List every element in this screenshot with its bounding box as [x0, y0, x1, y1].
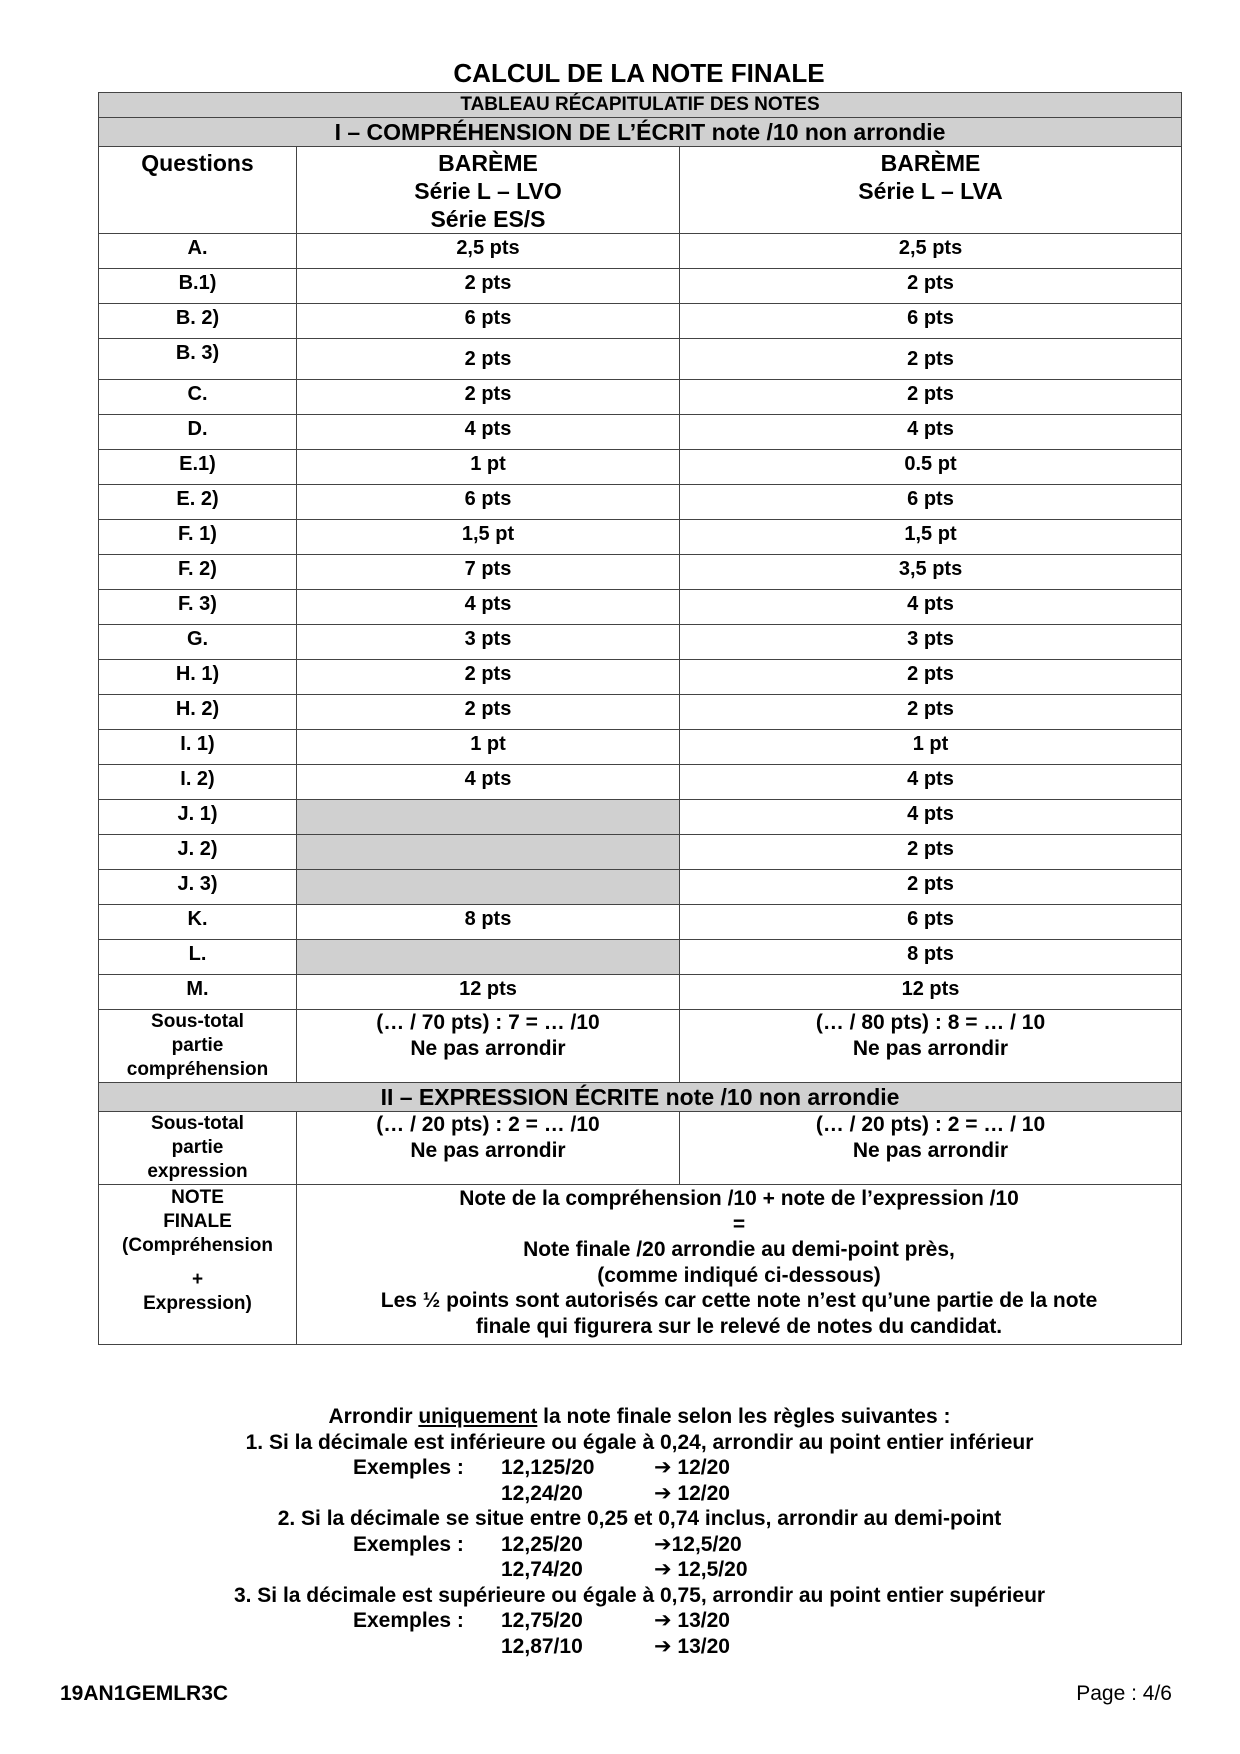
lvo-score-cell [297, 800, 680, 835]
question-cell: F. 1) [99, 520, 297, 555]
label-line: compréhension [126, 1059, 269, 1080]
lvo-score-cell: 1 pt [297, 450, 680, 485]
lvo-score-cell [297, 835, 680, 870]
label-line: (Compréhension [122, 1235, 273, 1256]
col-lva-line: Série L – LVA [858, 178, 1003, 204]
super-header-row [99, 93, 1182, 118]
lvo-score-cell: 4 pts [297, 415, 680, 450]
lva-score-cell: 2 pts [680, 339, 1182, 380]
lva-score-cell: 3,5 pts [680, 555, 1182, 590]
example-to: ➔ 12/20 [654, 1481, 730, 1505]
subtotal-comprehension-label [99, 1010, 297, 1083]
question-cell: J. 1) [99, 800, 297, 835]
example-to: ➔ 12/20 [654, 1456, 730, 1479]
label-line: + [191, 1269, 204, 1290]
subtotal-comprehension-lvo [297, 1010, 680, 1083]
lva-score-cell: 4 pts [680, 590, 1182, 625]
lva-score-cell: 1,5 pt [680, 520, 1182, 555]
table-row [99, 695, 1182, 730]
table-row [99, 380, 1182, 415]
label-line: partie [171, 1137, 224, 1158]
example-from: 12,87/10 [501, 1634, 583, 1658]
lvo-score-cell: 2,5 pts [297, 234, 680, 269]
formula: (… / 70 pts) : 7 = … /10 [376, 1011, 600, 1034]
formula: (… / 80 pts) : 8 = … / 10 [815, 1011, 1046, 1034]
summary-table [98, 92, 1182, 1345]
intro-underlined: uniquement [418, 1405, 538, 1428]
lvo-score-cell: 4 pts [297, 765, 680, 800]
lva-score-cell: 4 pts [680, 765, 1182, 800]
table-row [99, 485, 1182, 520]
lvo-score-cell: 2 pts [297, 269, 680, 304]
question-cell: J. 3) [99, 870, 297, 905]
example-to: ➔ 12,5/20 [654, 1558, 748, 1581]
lvo-score-cell [297, 870, 680, 905]
formula: (… / 20 pts) : 2 = … /10 [376, 1113, 600, 1136]
label-line: expression [147, 1161, 248, 1182]
lva-score-cell: 2 pts [680, 870, 1182, 905]
examples-label: Exemples : [353, 1456, 464, 1479]
subtotal-expression-row [99, 1112, 1182, 1185]
table-row [99, 800, 1182, 835]
lvo-score-cell: 2 pts [297, 660, 680, 695]
lva-score-cell: 8 pts [680, 940, 1182, 975]
lva-score-cell: 2 pts [680, 835, 1182, 870]
table-row [99, 450, 1182, 485]
lva-score-cell: 6 pts [680, 485, 1182, 520]
lva-score-cell: 4 pts [680, 415, 1182, 450]
question-cell: H. 1) [99, 660, 297, 695]
example-row [98, 1481, 1181, 1507]
question-cell: I. 2) [99, 765, 297, 800]
lva-score-cell: 0.5 pt [680, 450, 1182, 485]
question-cell: B.1) [99, 269, 297, 304]
note: Ne pas arrondir [852, 1037, 1009, 1060]
example-from: 12,25/20 [501, 1532, 583, 1556]
col-lvo-line: BARÈME [438, 150, 538, 176]
col-lvo-line: Série L – LVO [414, 178, 562, 204]
label-line: Expression) [143, 1293, 252, 1314]
table-row [99, 555, 1182, 590]
rounding-rule: 3. Si la décimale est supérieure ou égale à 0,75, arrondir au point entier supérieur [233, 1583, 1046, 1607]
table-row [99, 905, 1182, 940]
lvo-score-cell: 4 pts [297, 590, 680, 625]
final-line: Les ½ points sont autorisés car cette note n’est qu’une partie de la note [380, 1289, 1098, 1312]
subtotal-comprehension-row [99, 1010, 1182, 1083]
question-cell: B. 3) [99, 339, 297, 380]
lvo-score-cell [297, 940, 680, 975]
section1-header-row [99, 118, 1182, 147]
question-cell: C. [99, 380, 297, 415]
lvo-score-cell: 3 pts [297, 625, 680, 660]
lvo-score-cell: 7 pts [297, 555, 680, 590]
rounding-rules [98, 1404, 1181, 1659]
question-cell: F. 2) [99, 555, 297, 590]
lva-score-cell: 2 pts [680, 695, 1182, 730]
lva-score-cell: 12 pts [680, 975, 1182, 1010]
question-cell: L. [99, 940, 297, 975]
example-to: ➔ 13/20 [654, 1634, 730, 1658]
table-row [99, 269, 1182, 304]
super-header: TABLEAU RÉCAPITULATIF DES NOTES [99, 93, 1182, 118]
lva-score-cell: 2 pts [680, 380, 1182, 415]
column-header-row [99, 147, 1182, 234]
label-line: FINALE [163, 1211, 232, 1232]
question-cell: D. [99, 415, 297, 450]
subtotal-comprehension-lva [680, 1010, 1182, 1083]
table-row [99, 975, 1182, 1010]
example-from: 12,75/20 [501, 1609, 583, 1632]
question-cell: J. 2) [99, 835, 297, 870]
question-cell: E. 2) [99, 485, 297, 520]
example-from: 12,74/20 [501, 1558, 583, 1581]
table-row [99, 339, 1182, 380]
final-line: = [732, 1212, 746, 1236]
table-row [99, 660, 1182, 695]
lva-score-cell: 6 pts [680, 905, 1182, 940]
final-line: finale qui figurera sur le relevé de notes du candidat. [475, 1314, 1003, 1338]
question-cell: K. [99, 905, 297, 940]
table-row [99, 765, 1182, 800]
col-lvo-line: Série ES/S [430, 206, 546, 232]
example-to: ➔12,5/20 [654, 1532, 742, 1556]
lvo-score-cell: 6 pts [297, 304, 680, 339]
table-row [99, 520, 1182, 555]
question-cell: I. 1) [99, 730, 297, 765]
subtotal-expression-label [99, 1112, 297, 1185]
label-line: NOTE [171, 1187, 224, 1208]
question-cell: B. 2) [99, 304, 297, 339]
example-row [98, 1608, 1181, 1634]
question-cell: A. [99, 234, 297, 269]
lva-score-cell: 4 pts [680, 800, 1182, 835]
question-cell: M. [99, 975, 297, 1010]
lvo-score-cell: 6 pts [297, 485, 680, 520]
section1-title: I – COMPRÉHENSION DE L’ÉCRIT note /10 non arrondie [99, 118, 1182, 147]
table-row [99, 870, 1182, 905]
label-line: Sous-total [151, 1011, 244, 1032]
table-row [99, 415, 1182, 450]
example-from: 12,24/20 [501, 1481, 583, 1505]
table-row [99, 835, 1182, 870]
label-line: Sous-total [151, 1113, 244, 1134]
final-grade-label [99, 1185, 297, 1345]
page-title: CALCUL DE LA NOTE FINALE [453, 58, 825, 88]
final-grade-text [297, 1185, 1182, 1345]
table-row [99, 730, 1182, 765]
lvo-score-cell: 2 pts [297, 339, 680, 380]
document-code: 19AN1GEMLR3C [60, 1682, 229, 1705]
example-row [98, 1532, 1181, 1558]
rounding-intro [98, 1404, 1181, 1430]
lvo-score-cell: 2 pts [297, 695, 680, 730]
table-row [99, 234, 1182, 269]
intro-text: Arrondir [328, 1405, 419, 1428]
formula: (… / 20 pts) : 2 = … / 10 [815, 1113, 1046, 1136]
table-row [99, 304, 1182, 339]
example-from: 12,125/20 [501, 1456, 595, 1479]
col-lva-line: BARÈME [880, 150, 981, 176]
page-number: Page : 4/6 [1076, 1682, 1172, 1705]
lvo-score-cell: 2 pts [297, 380, 680, 415]
example-to: ➔ 13/20 [654, 1609, 730, 1632]
section2-title: II – EXPRESSION ÉCRITE note /10 non arrondie [99, 1083, 1182, 1112]
lva-score-cell: 1 pt [680, 730, 1182, 765]
final-grade-row [99, 1185, 1182, 1345]
rounding-rule: 2. Si la décimale se situe entre 0,25 et 0,74 inclus, arrondir au demi-point [277, 1507, 1002, 1530]
question-cell: E.1) [99, 450, 297, 485]
subtotal-expression-lvo [297, 1112, 680, 1185]
final-line: Note de la compréhension /10 + note de l’expression /10 [459, 1187, 1019, 1210]
examples-label: Exemples : [353, 1609, 464, 1632]
final-line: (comme indiqué ci-dessous) [597, 1263, 881, 1287]
table-row [99, 625, 1182, 660]
lva-score-cell: 3 pts [680, 625, 1182, 660]
examples-label: Exemples : [353, 1532, 464, 1556]
lva-score-cell: 6 pts [680, 304, 1182, 339]
question-cell: F. 3) [99, 590, 297, 625]
lvo-score-cell: 8 pts [297, 905, 680, 940]
example-row [98, 1557, 1181, 1583]
lva-score-cell: 2,5 pts [680, 234, 1182, 269]
rules-list [98, 1430, 1181, 1660]
lva-score-cell: 2 pts [680, 269, 1182, 304]
table-row [99, 940, 1182, 975]
lvo-score-cell: 1 pt [297, 730, 680, 765]
question-cell: H. 2) [99, 695, 297, 730]
note: Ne pas arrondir [852, 1139, 1009, 1162]
lvo-score-cell: 12 pts [297, 975, 680, 1010]
rounding-rule: 1. Si la décimale est inférieure ou égale à 0,24, arrondir au point entier inférieur [245, 1430, 1034, 1454]
col-questions-header: Questions [99, 147, 297, 234]
lva-score-cell: 2 pts [680, 660, 1182, 695]
final-line: Note finale /20 arrondie au demi-point près, [523, 1238, 955, 1261]
col-lva-header [680, 147, 1182, 234]
table-row [99, 590, 1182, 625]
label-line: partie [171, 1035, 224, 1056]
intro-text: la note finale selon les règles suivantes : [537, 1405, 951, 1428]
col-lvo-header [297, 147, 680, 234]
note: Ne pas arrondir [410, 1037, 566, 1060]
lvo-score-cell: 1,5 pt [297, 520, 680, 555]
example-row [98, 1634, 1181, 1660]
section2-header-row [99, 1083, 1182, 1112]
example-row [98, 1455, 1181, 1481]
note: Ne pas arrondir [410, 1139, 566, 1162]
question-cell: G. [99, 625, 297, 660]
subtotal-expression-lva [680, 1112, 1182, 1185]
